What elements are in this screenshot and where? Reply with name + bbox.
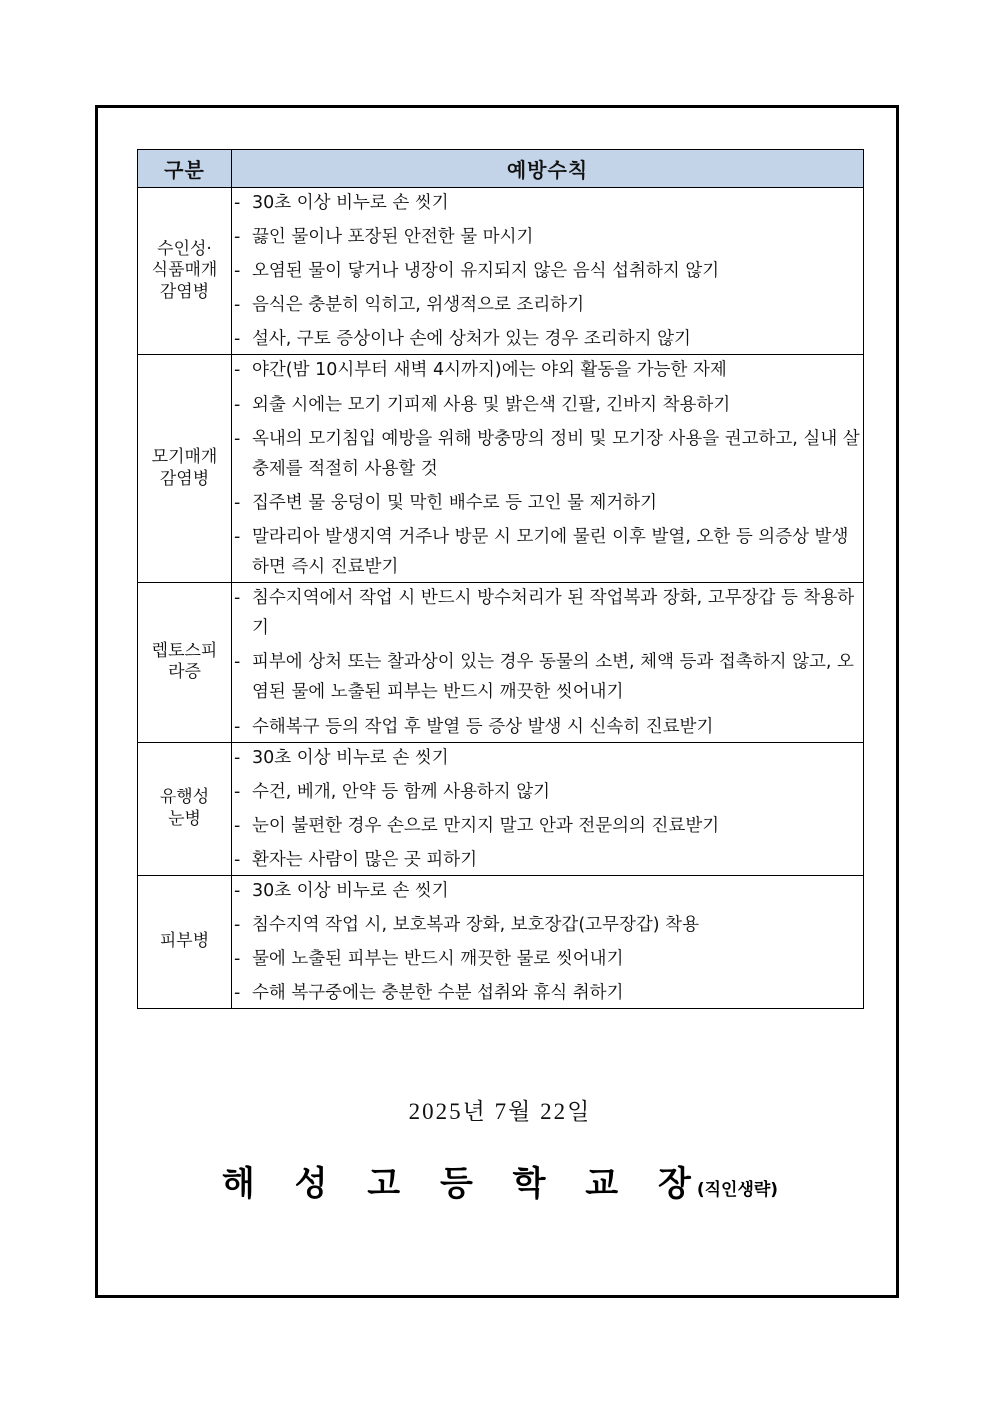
row-label-cell [138, 875, 232, 1008]
rule-item: - 침수지역에서 작업 시 반드시 방수처리가 된 작업복과 장화, 고무장갑 등 착용하기 [232, 583, 863, 643]
rule-list [232, 355, 863, 582]
rule-item: - 30초 이상 비누로 손 씻기 [232, 188, 863, 218]
table-header-row [138, 150, 864, 188]
rule-item: - 물에 노출된 피부는 반드시 깨끗한 물로 씻어내기 [232, 944, 863, 974]
rule-item: - 옥내의 모기침입 예방을 위해 방충망의 정비 및 모기장 사용을 권고하고, 실내 살충제를 적절히 사용할 것 [232, 424, 863, 484]
table-row [138, 875, 864, 1008]
rule-list [232, 743, 863, 875]
rule-item: - 피부에 상처 또는 찰과상이 있는 경우 동물의 소변, 체액 등과 접촉하지 않고, 오염된 물에 노출된 피부는 반드시 깨끗한 씻어내기 [232, 647, 863, 707]
row-rules-cell [232, 875, 864, 1008]
rule-item: - 설사, 구토 증상이나 손에 상처가 있는 경우 조리하지 않기 [232, 324, 863, 354]
table-row [138, 355, 864, 583]
row-rules-cell [232, 583, 864, 742]
row-label-cell [138, 355, 232, 583]
row-rules-cell [232, 188, 864, 355]
column-header-rules: 예방수칙 [232, 150, 864, 188]
seal-omitted-note: (직인생략) [696, 1180, 779, 1200]
column-header-category: 구분 [138, 150, 232, 188]
signature-line [222, 1156, 778, 1205]
row-label-line: 라증 [168, 662, 201, 683]
rule-item: - 30초 이상 비누로 손 씻기 [232, 876, 863, 906]
row-label-line: 유행성 [159, 787, 210, 808]
row-label-cell [138, 742, 232, 875]
rule-item: - 눈이 불편한 경우 손으로 만지지 말고 안과 전문의의 진료받기 [232, 811, 863, 841]
school-principal-title: 해 성 고 등 학 교 장 [221, 1164, 705, 1204]
row-rules-cell [232, 742, 864, 875]
rule-item: - 환자는 사람이 많은 곳 피하기 [232, 845, 863, 875]
table-row [138, 742, 864, 875]
rule-item: - 야간(밤 10시부터 새벽 4시까지)에는 야외 활동을 가능한 자제 [232, 355, 863, 385]
rule-item: - 수해복구 등의 작업 후 발열 등 증상 발생 시 신속히 진료받기 [232, 712, 863, 742]
table-row [138, 188, 864, 355]
rule-list [232, 583, 863, 741]
row-label-line: 눈병 [168, 808, 201, 829]
rule-list [232, 876, 863, 1008]
rule-item: - 집주변 물 웅덩이 및 막힌 배수로 등 고인 물 제거하기 [232, 488, 863, 518]
row-label-line: 피부병 [159, 931, 210, 952]
prevention-guidelines-table [137, 149, 864, 1009]
signature-date: 2025년 7월 22일 [408, 1099, 592, 1124]
row-label-line: 수인성· [157, 238, 212, 259]
table-row [138, 583, 864, 742]
row-label-line: 감염병 [159, 468, 210, 489]
row-label-line: 식품매개 [151, 260, 218, 281]
row-label-cell [138, 188, 232, 355]
page-frame [95, 105, 899, 1298]
rule-item: - 30초 이상 비누로 손 씻기 [232, 743, 863, 773]
rule-item: - 말라리아 발생지역 거주나 방문 시 모기에 물린 이후 발열, 오한 등 의증상 발생하면 즉시 진료받기 [232, 522, 863, 582]
row-label-line: 렙토스피 [151, 640, 218, 661]
rule-item: - 오염된 물이 닿거나 냉장이 유지되지 않은 음식 섭취하지 않기 [232, 256, 863, 286]
rule-item: - 침수지역 작업 시, 보호복과 장화, 보호장갑(고무장갑) 착용 [232, 910, 863, 940]
row-label-line: 모기매개 [151, 447, 218, 468]
rule-item: - 끓인 물이나 포장된 안전한 물 마시기 [232, 222, 863, 252]
signature-block [137, 1093, 863, 1205]
rule-item: - 음식은 충분히 익히고, 위생적으로 조리하기 [232, 290, 863, 320]
rule-list [232, 188, 863, 354]
row-label-cell [138, 583, 232, 742]
table-body [138, 188, 864, 1009]
rule-item: - 수해 복구중에는 충분한 수분 섭취와 휴식 취하기 [232, 978, 863, 1008]
row-rules-cell [232, 355, 864, 583]
rule-item: - 수건, 베개, 안약 등 함께 사용하지 않기 [232, 777, 863, 807]
rule-item: - 외출 시에는 모기 기피제 사용 및 밝은색 긴팔, 긴바지 착용하기 [232, 390, 863, 420]
row-label-line: 감염병 [159, 282, 210, 303]
